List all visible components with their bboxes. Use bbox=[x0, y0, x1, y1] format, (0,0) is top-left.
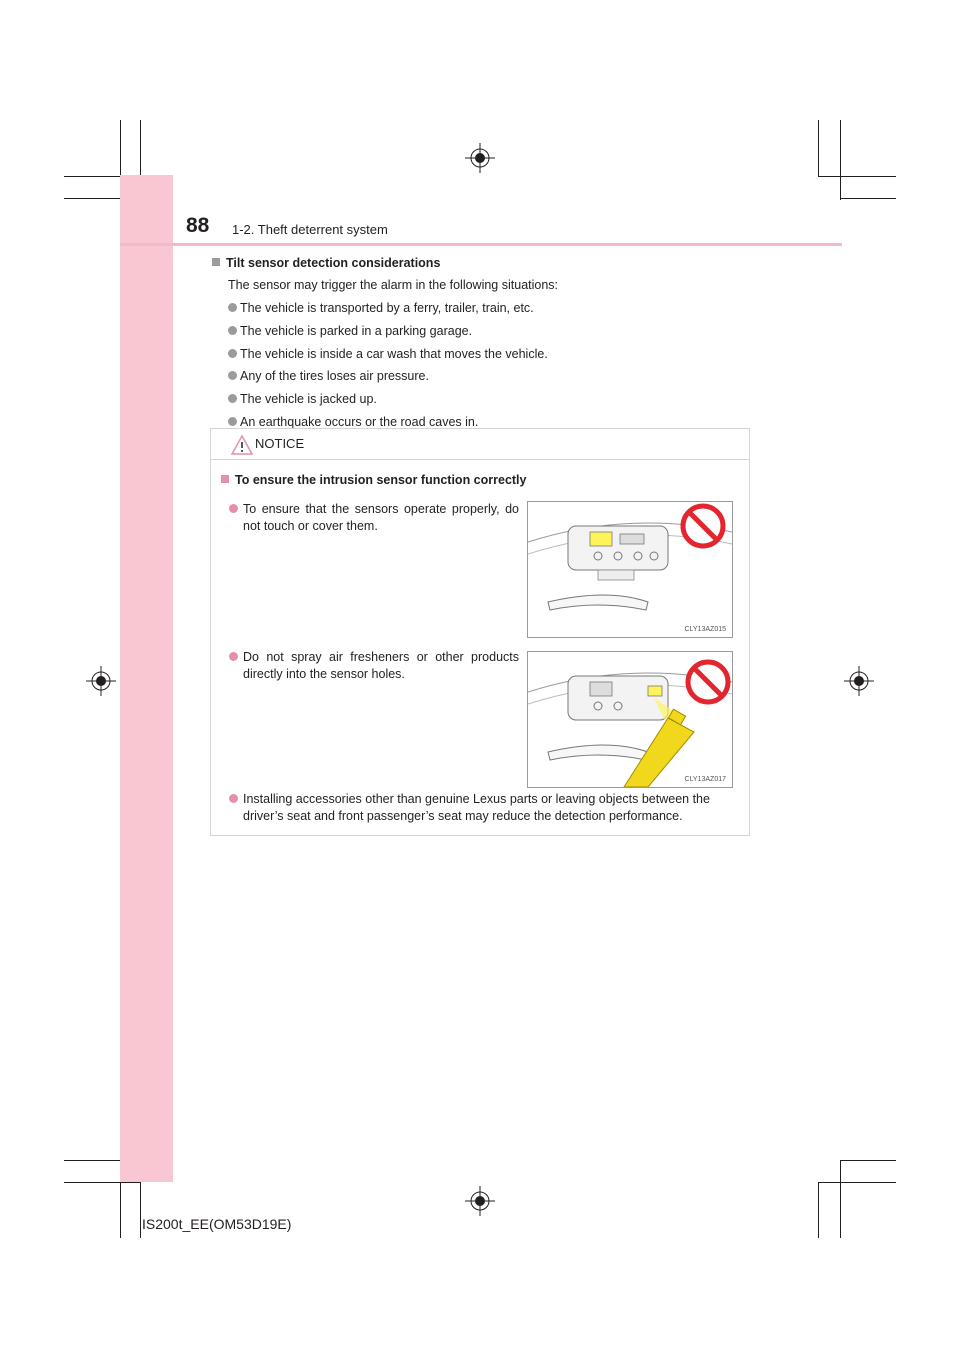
figure-code: CLY13AZ015 bbox=[684, 626, 726, 633]
bullet-icon bbox=[229, 794, 238, 803]
section-title: 1-2. Theft deterrent system bbox=[232, 222, 388, 237]
crop-mark bbox=[818, 1182, 819, 1238]
bullet-icon bbox=[229, 504, 238, 513]
figure-spray-warning bbox=[527, 651, 733, 788]
bullet-icon bbox=[228, 349, 237, 358]
registration-mark-icon bbox=[86, 666, 116, 696]
notice-box bbox=[210, 428, 750, 836]
figure-sensor-touch bbox=[527, 501, 733, 638]
registration-mark-icon bbox=[465, 143, 495, 173]
section-heading: Tilt sensor detection considerations bbox=[212, 255, 752, 272]
list-item: The vehicle is jacked up. bbox=[228, 391, 752, 408]
crop-mark bbox=[140, 1182, 141, 1238]
list-item: An earthquake occurs or the road caves in. bbox=[228, 414, 752, 431]
bullet-icon bbox=[229, 652, 238, 661]
crop-mark bbox=[64, 1160, 120, 1161]
notice-item: Do not spray air fresheners or other products directly into the sensor holes. bbox=[229, 649, 519, 683]
list-item: Any of the tires loses air pressure. bbox=[228, 368, 752, 385]
warning-triangle-icon bbox=[231, 435, 253, 455]
header-rule bbox=[120, 243, 842, 246]
main-content bbox=[212, 255, 752, 437]
bullet-icon bbox=[228, 371, 237, 380]
page-number: 88 bbox=[186, 214, 210, 237]
bullet-icon bbox=[228, 303, 237, 312]
notice-title: NOTICE bbox=[255, 436, 305, 451]
notice-subheading: To ensure the intrusion sensor function correctly bbox=[221, 473, 526, 487]
crop-mark bbox=[818, 176, 896, 177]
doc-code: IS200t_EE(OM53D19E) bbox=[142, 1216, 292, 1232]
crop-mark bbox=[818, 120, 819, 176]
intro-text: The sensor may trigger the alarm in the following situations: bbox=[228, 277, 559, 292]
crop-mark bbox=[840, 1160, 896, 1161]
side-tab-bar bbox=[120, 175, 173, 1182]
list-item: The vehicle is inside a car wash that moves the vehicle. bbox=[228, 346, 752, 363]
list-item: The vehicle is transported by a ferry, trailer, train, etc. bbox=[228, 300, 752, 317]
bullet-icon bbox=[228, 394, 237, 403]
crop-mark bbox=[64, 198, 120, 199]
notice-item: Installing accessories other than genuine Lexus parts or leaving objects between the driver’s seat and front passenger’s seat may reduce the detection performance. bbox=[229, 791, 747, 825]
notice-header bbox=[211, 429, 749, 460]
spray-can-illustration bbox=[528, 652, 732, 787]
figure-code: CLY13AZ017 bbox=[684, 776, 726, 783]
bullet-icon bbox=[228, 326, 237, 335]
crop-mark bbox=[840, 198, 896, 199]
notice-item: To ensure that the sensors operate properly, do not touch or cover them. bbox=[229, 501, 519, 535]
square-bullet-icon bbox=[212, 258, 220, 266]
square-bullet-icon bbox=[221, 475, 229, 483]
registration-mark-icon bbox=[465, 1186, 495, 1216]
overhead-console-illustration bbox=[528, 502, 732, 637]
crop-mark bbox=[840, 120, 841, 200]
bullet-icon bbox=[228, 417, 237, 426]
crop-mark bbox=[64, 1182, 141, 1183]
crop-mark bbox=[818, 1182, 896, 1183]
list-item: The vehicle is parked in a parking garage. bbox=[228, 323, 752, 340]
crop-mark bbox=[840, 1160, 841, 1238]
registration-mark-icon bbox=[844, 666, 874, 696]
